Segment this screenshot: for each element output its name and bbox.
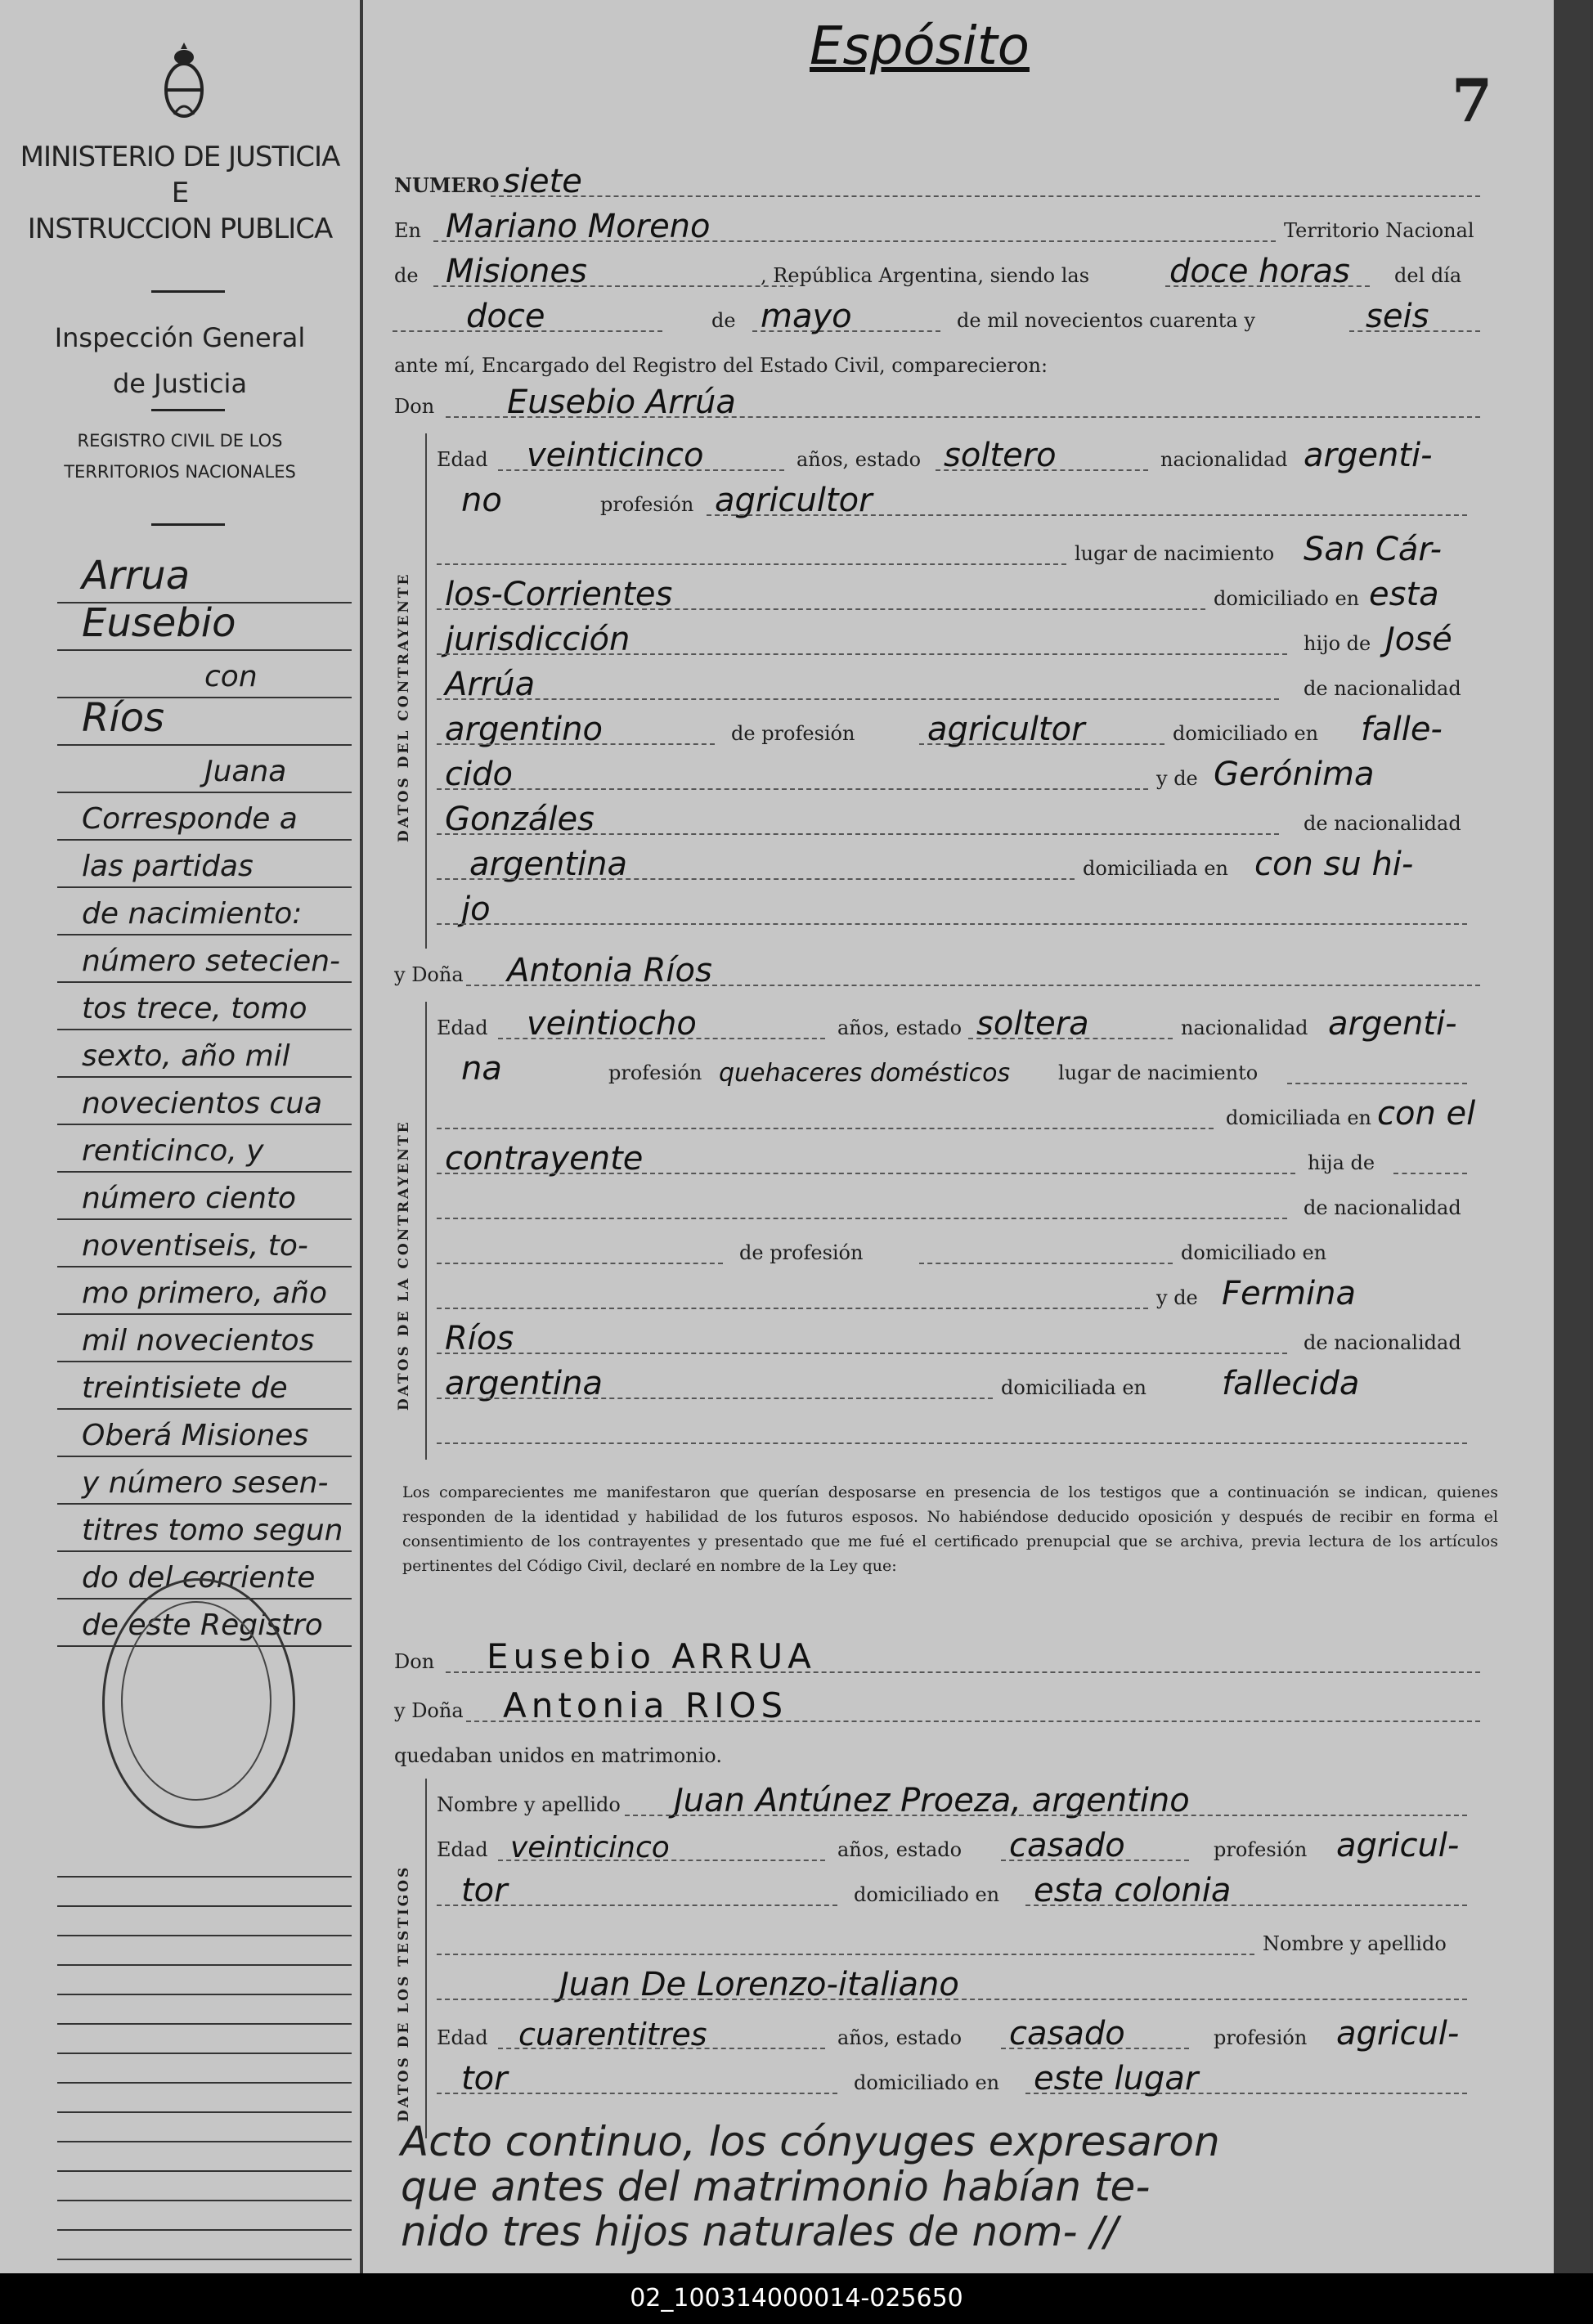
- registry-line: REGISTRO CIVIL DE LOS: [77, 431, 283, 451]
- witness2-profession-cont: tor: [461, 2060, 508, 2097]
- bride-data-panel: [396, 1002, 1476, 1460]
- note-line: y número sesen-: [82, 1466, 329, 1500]
- place-value: Mariano Moreno: [446, 208, 711, 245]
- groom-mother-domicile: con su hi-: [1254, 846, 1414, 883]
- field-label: Nombre y apellido: [1263, 1932, 1447, 1955]
- groom-section-label: DATOS DEL CONTRAYENTE: [396, 572, 412, 842]
- margin-blank-lines: [57, 1848, 352, 2260]
- bride-mother-nationality: argentina: [445, 1365, 603, 1402]
- groom-data-panel: [396, 433, 1474, 949]
- groom-father-domicile-cont: cido: [445, 756, 513, 793]
- groom-profession: agricultor: [715, 482, 873, 519]
- witness1-status: casado: [1009, 1827, 1125, 1864]
- field-label: lugar de nacimiento: [1075, 542, 1275, 565]
- groom-father-profession: agricultor: [927, 711, 1085, 748]
- field-label: de nacionalidad: [1304, 677, 1461, 700]
- witness2-name: Juan De Lorenzo-italiano: [559, 1966, 959, 2003]
- witness1-profession: agricul-: [1336, 1827, 1460, 1864]
- witness1-age: veinticinco: [510, 1831, 670, 1864]
- bride-domicile-cont: contrayente: [445, 1140, 644, 1178]
- note-line: treintisiete de: [82, 1371, 288, 1405]
- note-line: mil novecientos: [82, 1324, 315, 1357]
- groom-domicile: esta: [1369, 576, 1439, 613]
- groom-father: José: [1385, 621, 1452, 658]
- left-sidebar: [0, 0, 363, 2273]
- field-label: nacionalidad: [1181, 1016, 1308, 1039]
- groom-mother-cont: Gonzáles: [445, 801, 595, 838]
- field-label: años, estado: [837, 1016, 963, 1039]
- field-label: domiciliado en: [1181, 1241, 1327, 1264]
- divider: [151, 409, 225, 411]
- field-label: años, estado: [796, 448, 922, 471]
- witness2-status: casado: [1009, 2015, 1125, 2053]
- field-label: y de: [1156, 767, 1198, 790]
- witness2-domicile: este lugar: [1034, 2060, 1199, 2097]
- note-line: número setecien-: [82, 944, 341, 978]
- witness2-age: cuarentitres: [518, 2017, 707, 2053]
- field-label: profesión: [1214, 1838, 1308, 1861]
- don2-label: Don: [394, 1650, 435, 1673]
- bride-name-print: Antonia RIOS: [503, 1685, 788, 1725]
- closing-line: nido tres hijos naturales de nom- //: [401, 2208, 1119, 2255]
- ministry-line: INSTRUCCION PUBLICA: [27, 213, 333, 245]
- note-line: Eusebio: [82, 600, 236, 646]
- field-label: lugar de nacimiento: [1058, 1061, 1259, 1084]
- bride-age: veintiocho: [527, 1005, 697, 1043]
- del-dia-label: del día: [1394, 264, 1462, 287]
- registry-line: TERRITORIOS NACIONALES: [64, 462, 296, 482]
- de-label-2: de: [711, 309, 736, 332]
- bride-nationality: argenti-: [1328, 1005, 1457, 1043]
- field-label: domiciliado en: [854, 1883, 1000, 1906]
- note-line: de nacimiento:: [82, 897, 303, 931]
- divider: [151, 523, 225, 526]
- ante-label: ante mí, Encargado del Registro del Estado Civil, comparecieron:: [394, 354, 1048, 377]
- bride-mother-cont: Ríos: [445, 1320, 514, 1357]
- field-label: hija de: [1308, 1151, 1375, 1174]
- ministry-name: [16, 139, 343, 247]
- groom-name-print: Eusebio ARRUA: [487, 1636, 816, 1676]
- field-label: profesión: [608, 1061, 702, 1084]
- record-body: [384, 0, 1505, 2273]
- note-line: de este Registro: [82, 1608, 323, 1642]
- bride-profession: quehaceres domésticos: [719, 1059, 1011, 1088]
- note-line: sexto, año mil: [82, 1039, 290, 1073]
- field-label: Edad: [437, 1838, 488, 1861]
- divider: [151, 290, 225, 293]
- numero-value: siete: [503, 163, 582, 200]
- witness1-domicile: esta colonia: [1034, 1872, 1232, 1909]
- field-label: domiciliado en: [854, 2071, 1000, 2094]
- note-line: mo primero, año: [82, 1276, 328, 1310]
- note-line: las partidas: [82, 850, 254, 883]
- note-line: tos trece, tomo: [82, 992, 307, 1025]
- stamp-inner-ring: [121, 1601, 271, 1801]
- page-edge-shadow: [1554, 0, 1593, 2273]
- note-line: noventiseis, to-: [82, 1229, 308, 1263]
- field-label: años, estado: [837, 2026, 963, 2049]
- image-id: 02_100314000014-025650: [0, 2273, 1593, 2324]
- inspection-line: de Justicia: [112, 368, 248, 399]
- field-label: profesión: [1214, 2026, 1308, 2049]
- closing-line: que antes del matrimonio habían te-: [401, 2163, 1151, 2210]
- inspection-line: Inspección General: [54, 322, 306, 353]
- bride-name: Antonia Ríos: [507, 952, 712, 989]
- bride-status: soltera: [976, 1005, 1089, 1043]
- republica-label: , República Argentina, siendo las: [761, 264, 1090, 287]
- de-label: de: [394, 264, 419, 287]
- margin-note: [57, 553, 352, 1647]
- year-label: de mil novecientos cuarenta y: [957, 309, 1255, 332]
- don-label: Don: [394, 395, 435, 418]
- declaration-paragraph: Los comparecientes me manifestaron que querían desposarse en presencia de los testigos que a continuación se indican, quienes responden de la identidad y habilidad de los futuros esposos. No habiéndose deducido oposición y después de recibir en forma el consentimiento de los contrayentes y presentado que me fué el certificado prenupcial que se archiva, previa lectura de los artículos pertinentes del Código Civil, declaré en nombre de la Ley que:: [402, 1483, 1498, 1575]
- field-label: de nacionalidad: [1304, 1331, 1461, 1354]
- numero-label: NUMERO: [394, 173, 500, 197]
- coat-of-arms-icon: [159, 39, 209, 121]
- groom-nationality: argenti-: [1304, 437, 1433, 474]
- dona-label: y Doña: [394, 963, 464, 986]
- note-line: do del corriente: [82, 1561, 316, 1595]
- groom-nationality-cont: no: [461, 482, 502, 519]
- field-label: de nacionalidad: [1304, 1196, 1461, 1219]
- bride-mother: Fermina: [1222, 1275, 1357, 1312]
- province-value: Misiones: [446, 253, 587, 290]
- bride-section-label: DATOS DE LA CONTRAYENTE: [396, 1119, 412, 1411]
- closing-line: Acto continuo, los cónyuges expresaron: [401, 2118, 1220, 2165]
- note-line: Ríos: [82, 695, 165, 741]
- field-label: hijo de: [1304, 632, 1371, 655]
- unidos-label: quedaban unidos en matrimonio.: [394, 1744, 722, 1767]
- field-label: de profesión: [731, 722, 855, 745]
- bride-mother-domicile: fallecida: [1222, 1365, 1360, 1402]
- field-label: domiciliado en: [1214, 587, 1360, 610]
- ministry-line: E: [171, 177, 189, 209]
- groom-father-domicile: falle-: [1361, 711, 1443, 748]
- note-line: Juana: [204, 755, 287, 788]
- note-line: titres tomo segun: [82, 1514, 343, 1547]
- field-label: Nombre y apellido: [437, 1793, 621, 1816]
- field-label: de nacionalidad: [1304, 812, 1461, 835]
- note-line: Corresponde a: [82, 802, 298, 836]
- field-label: Edad: [437, 448, 488, 471]
- groom-domicile-cont: jurisdicción: [445, 621, 630, 658]
- dona2-label: y Doña: [394, 1699, 464, 1722]
- field-label: Edad: [437, 1016, 488, 1039]
- note-line: número ciento: [82, 1182, 297, 1215]
- field-label: y de: [1156, 1286, 1198, 1309]
- witness1-name: Juan Antúnez Proeza, argentino: [674, 1782, 1190, 1819]
- witness-data-panel: [396, 1779, 1474, 2138]
- groom-mother-domicile-cont: jo: [461, 891, 491, 928]
- bride-domicile: con el: [1377, 1095, 1476, 1133]
- field-label: domiciliada en: [1083, 857, 1228, 880]
- groom-name: Eusebio Arrúa: [507, 384, 736, 421]
- note-line: Oberá Misiones: [82, 1419, 309, 1452]
- field-label: de profesión: [739, 1241, 864, 1264]
- note-line: con: [204, 660, 258, 693]
- bride-nationality-cont: na: [461, 1050, 502, 1088]
- registry-name: [16, 425, 343, 487]
- groom-father-cont: Arrúa: [445, 666, 536, 703]
- ministry-line: MINISTERIO DE JUSTICIA: [20, 141, 340, 173]
- groom-age: veinticinco: [527, 437, 704, 474]
- groom-mother: Gerónima: [1214, 756, 1375, 793]
- year-value: seis: [1366, 298, 1429, 335]
- witness1-profession-cont: tor: [461, 1872, 508, 1909]
- hour-value: doce horas: [1169, 253, 1350, 290]
- witness-section-label: DATOS DE LOS TESTIGOS: [396, 1864, 412, 2122]
- field-label: domiciliada en: [1226, 1106, 1371, 1129]
- field-label: domiciliada en: [1001, 1376, 1147, 1399]
- groom-birthplace: San Cár-: [1304, 531, 1443, 568]
- hand-title: Espósito: [810, 16, 1030, 77]
- month-value: mayo: [761, 298, 852, 335]
- groom-birthplace-cont: los-Corrientes: [445, 576, 673, 613]
- field-label: domiciliado en: [1173, 722, 1319, 745]
- field-label: Edad: [437, 2026, 488, 2049]
- field-label: nacionalidad: [1160, 448, 1288, 471]
- groom-status: soltero: [944, 437, 1057, 474]
- field-label: profesión: [600, 493, 694, 516]
- note-line: renticinco, y: [82, 1134, 264, 1168]
- inspection-name: [16, 315, 343, 406]
- note-line: novecientos cua: [82, 1087, 323, 1120]
- page-number: 7: [1452, 65, 1493, 135]
- groom-mother-nationality: argentina: [469, 846, 627, 883]
- field-label: años, estado: [837, 1838, 963, 1861]
- witness2-profession: agricul-: [1336, 2015, 1460, 2053]
- groom-father-nationality: argentino: [445, 711, 603, 748]
- en-label: En: [394, 219, 421, 242]
- day-value: doce: [466, 298, 545, 335]
- note-line: Arrua: [82, 553, 191, 599]
- territorio-label: Territorio Nacional: [1284, 219, 1474, 242]
